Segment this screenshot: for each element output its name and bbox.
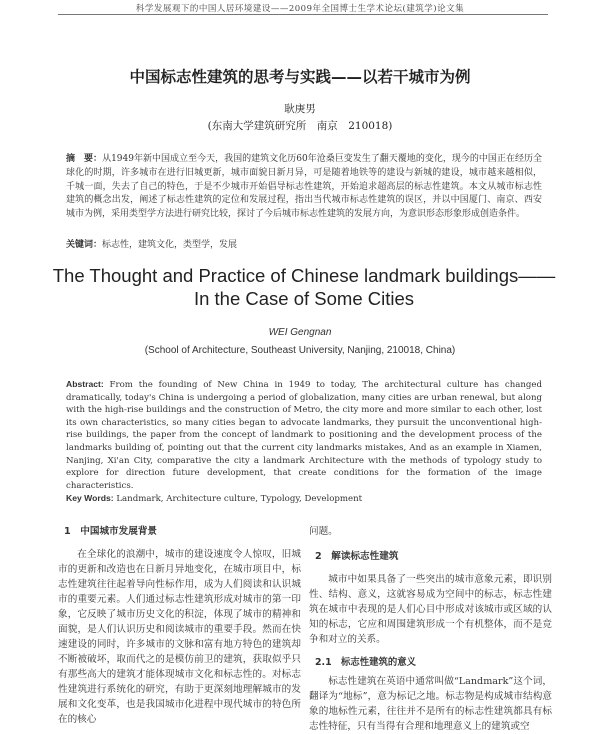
subsection-2-1-heading: 2.1 标志性建筑的意义 [315,657,416,668]
continuation-text: 问题。 [309,526,338,537]
paper-title-cn: 中国标志性建筑的思考与实践——以若干城市为例 [129,68,471,86]
paper-title-en-line2: In the Case of Some Cities [193,288,415,309]
abstract-en [66,378,542,492]
abstract-cn [66,153,542,222]
section-2-heading: 2 解读标志性建筑 [315,551,399,562]
author-en: WEI Gengnan [268,327,332,338]
body-right-column [309,524,552,734]
header-divider [58,14,548,15]
keywords-cn [66,237,542,250]
author-cn: 耿庚男 [284,103,316,115]
abstract-en-text: From the founding of New China in 1949 to today, The architectural culture has changed dramatically, today's China is undergoing a period of globalization, many cities are urban renewal, but along with the high-rise buildings and the construction of Metro, the city more and more similar to each other, lost its own characteristics, so many cities began to advocate landmarks, they pursuit the unconventional high-rise buildings, the paper from the concept of landmark to positioning and the development process of the landmarks building of, pointing out that the current city landmarks mistakes, And as an example in Xiamen, Nanjing, Xi'an City, comparative the city a landmark Architecture with the methods of typology study to explore for direction future development, that create conditions for the formation of the image characteristics. [66,380,542,491]
subsection-2-1-paragraph: 标志性建筑在英语中通常叫做“Landmark”这个词，翻译为“地标”，意为标记之地。标志物是构成城市结构意象的地标性元素，往往并不是所有的标志性建筑都具有标志性特征，只有当得有合理和地理意义上的建筑或空 [309,676,552,732]
section-1-paragraph: 在全球化的浪潮中，城市的建设速度令人惊叹，旧城市的更新和改造也在日新月异地变化，在城市项目中，标志性建筑往往起着导向性标作用，成为人们阅读和认识城市的重要元素。人们通过标志性建筑形成对城市的第一印象，它反映了城市历史文化的积淀，体现了城市的精神和面貌，是人们认识历史和阅读城市的重要手段。然而在快速建设的同时，许多城市的文脉和富有地方特色的建筑却不断被破坏，取而代之的是模仿前卫的建筑，获取似乎只有那些高大的建筑才能体现城市文化和标志性的。对标志性建筑进行系统化的研究，有助于更深刻地理解城市的发展和文化变革，也是我国城市化进程中现代城市的特色所在的核心 [58,549,301,725]
paper-title-en [40,264,568,310]
body-left-column [58,524,301,727]
journal-header-note: 科学发展观下的中国人居环境建设——2009年全国博士生学术论坛(建筑学)论文集 [135,4,465,14]
abstract-cn-text: 从1949年新中国成立至今天，我国的建筑文化历60年沧桑巨变发生了翻天覆地的变化，现今的中国正在经历全球化的时期，许多城市在进行旧城更新，城市面貌日新月异，可是随着地铁等的建设与新城的建设，城市越来越相似，千城一面，失去了自己的特色，于是不少城市开始倡导标志性建筑，开始追求超高层的标志性建筑。本文从城市标志性建筑的概念出发，阐述了标志性建筑的定位和发展过程，指出当代城市标志性建筑的误区，并以中国厦门、南京、西安城市为例，采用类型学方法进行研究比较，探讨了今后城市标志性建筑的发展方向，为意识形态形象形成创造条件。 [66,154,542,220]
affiliation-cn: (东南大学建筑研究所 南京 210018) [207,120,393,132]
keywords-en-label: Key Words: [66,493,114,503]
section-1-heading: 1 中国城市发展背景 [64,526,158,537]
paper-title-en-line1: The Thought and Practice of Chinese landmark buildings—— [52,265,556,286]
keywords-en [66,493,542,504]
keywords-cn-text: 标志性，建筑文化，类型学，发展 [102,240,238,250]
abstract-cn-label: 摘 要： [66,154,103,164]
abstract-en-label: Abstract: [66,379,104,389]
keywords-cn-label: 关键词： [66,240,103,250]
section-2-paragraph: 城市中如果具备了一些突出的城市意象元素，即识别性、结构、意义，这就容易成为空间中的标志，标志性建筑在城市中表现的是人们心目中形成对该城市或区域的认知的标志，它应和周围建筑形成一个有机整体，而不是竞争和对立的关系。 [309,574,552,645]
affiliation-en: (School of Architecture, Southeast University, Nanjing, 210018, China) [144,345,456,356]
keywords-en-text: Landmark, Architecture culture, Typology, Development [113,494,363,504]
